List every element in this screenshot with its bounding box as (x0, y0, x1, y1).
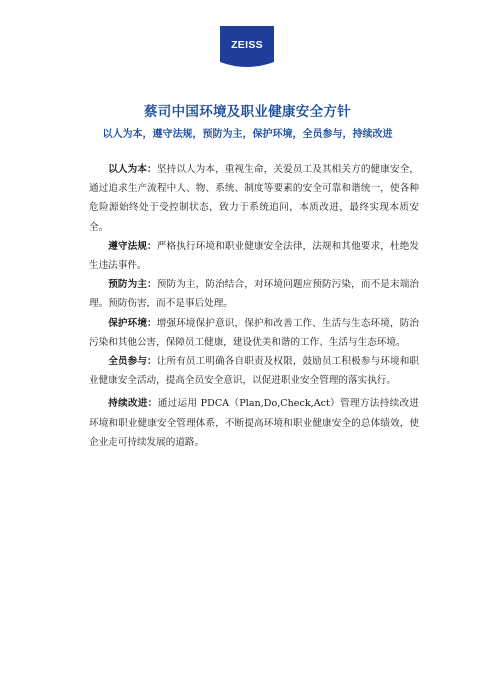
zeiss-logo (220, 26, 274, 70)
zeiss-logo-mark (220, 26, 274, 70)
policy-paragraph (89, 314, 419, 352)
paragraph-heading: 持续改进： (108, 398, 158, 410)
policy-slogan: 以人为本，遵守法规，预防为主，保护环境，全员参与，持续改进 (102, 129, 393, 140)
paragraph-heading: 保护环境： (108, 317, 157, 329)
paragraph-heading: 预防为主： (108, 279, 157, 291)
paragraph-heading: 全员参与： (108, 356, 157, 368)
paragraph-text: 通过运用 PDCA（Plan,Do,Check,Act）管理方法持续改进环境和职业健康安全管理体系，不断提高环境和职业健康安全的总体绩效，使企业走可持续发展的道路。 (89, 398, 419, 448)
policy-body (89, 160, 419, 452)
page-title: 蔡司中国环境及职业健康安全方针 (144, 104, 351, 120)
paragraph-heading: 遵守法规： (108, 240, 157, 252)
policy-paragraph (89, 394, 419, 452)
policy-paragraph (89, 160, 419, 237)
paragraph-heading: 以人为本： (108, 164, 157, 175)
policy-paragraph (89, 352, 419, 390)
policy-paragraph (89, 237, 419, 275)
paragraph-text: 严格执行环境和职业健康安全法律，法规和其他要求，杜绝发生违法事件。 (89, 240, 420, 272)
paragraph-text: 让所有员工明确各自职责及权限，鼓励员工积极参与环境和职业健康安全活动，提高全员安全意识，以促进职业安全管理的落实执行。 (89, 356, 420, 387)
policy-paragraph (89, 275, 419, 313)
paragraph-text: 增强环境保护意识，保护和改善工作、生活与生态环境，防治污染和其他公害，保障员工健康，建设优美和谐的工作、生活与生态环境。 (89, 317, 420, 348)
paragraph-text: 预防为主，防治结合，对环境问题应预防污染，而不是末端治理。预防伤害，而不是事后处理。 (89, 279, 420, 310)
logo-wordmark: ZEISS (231, 39, 263, 51)
paragraph-text: 坚持以人为本，重视生命，关爱员工及其相关方的健康安全，通过追求生产流程中人、物、系统、制度等要素的安全可靠和谐统一，使各种危险源始终处于受控制状态，致力于系统追问，本质改进，最终实现本质安全。 (89, 164, 420, 233)
